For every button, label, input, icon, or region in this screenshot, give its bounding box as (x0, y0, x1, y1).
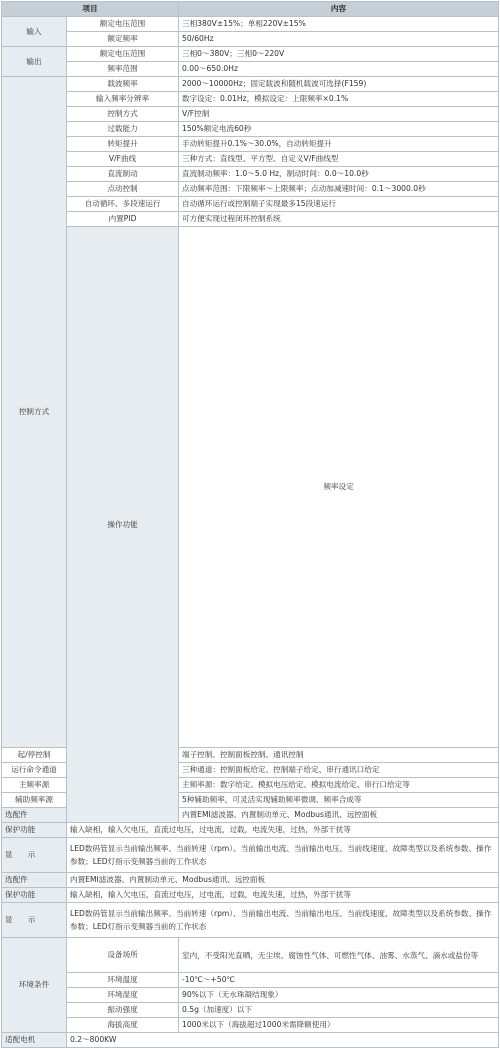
table-row (2, 1003, 499, 1018)
row-value: 0.2～800KW (67, 1033, 499, 1048)
table-row (2, 152, 499, 167)
row-label: 控制方式 (67, 107, 179, 122)
table-row (2, 182, 499, 197)
category-display: 显 示 (2, 903, 67, 938)
category-motor: 适配电机 (2, 1033, 67, 1048)
table-row (2, 212, 499, 227)
category-protect: 保护功能 (2, 888, 67, 903)
category-protect: 保护功能 (2, 823, 67, 838)
row-value: 内置EMI滤波器、内置制动单元、Modbus通讯、远控面板 (179, 808, 499, 823)
table-row (2, 988, 499, 1003)
row-value: 输入缺相，输入欠电压，直流过电压，过电流，过载，电流失速，过热，外部干扰等 (67, 888, 499, 903)
row-value: 可方便实现过程闭环控制系统 (179, 212, 499, 227)
row-value: 三相0～380V；三相0～220V (179, 47, 499, 62)
row-label: 载波频率 (67, 77, 179, 92)
table-row (2, 1033, 499, 1048)
row-label: 频率范围 (67, 62, 179, 77)
row-label: V/F曲线 (67, 152, 179, 167)
category-control: 控制方式 (2, 77, 67, 748)
table-row (2, 17, 499, 32)
row-value: 三种通道：控制面板给定、控制端子给定、串行通讯口给定 (179, 763, 499, 778)
row-label: 频率设定 (179, 227, 499, 748)
row-value: 150%额定电流60秒 (179, 122, 499, 137)
table-row (2, 32, 499, 47)
row-value: LED数码管显示当前输出频率、当前转速（rpm）、当前输出电流、当前输出电压、当前线速度、故障类型以及系统参数、操作参数；LED灯指示变频器当前的工作状态 (67, 838, 499, 873)
spec-table (1, 1, 499, 1048)
row-label: 辅助频率源 (2, 793, 67, 808)
row-label: 主频率源 (2, 778, 67, 793)
row-label: 环境温度 (67, 973, 179, 988)
row-label: 设备场所 (67, 938, 179, 973)
table-row (2, 107, 499, 122)
row-value: 0.00～650.0Hz (179, 62, 499, 77)
table-row (2, 1018, 499, 1033)
category-operation: 操作功能 (67, 227, 179, 823)
row-value: 输入缺相，输入欠电压，直流过电压，过电流，过载，电流失速，过热，外部干扰等 (67, 823, 499, 838)
row-value: 三相380V±15%；单相220V±15% (179, 17, 499, 32)
row-value: 主频率源：数字给定、模拟电压给定、模拟电流给定、串行口给定等 (179, 778, 499, 793)
category-optional: 选配件 (2, 873, 67, 888)
row-value: 直流制动频率：1.0～5.0 Hz，制动时间：0.0～10.0秒 (179, 167, 499, 182)
table-row (2, 227, 499, 748)
row-label: 振动强度 (67, 1003, 179, 1018)
row-label: 输入频率分辨率 (67, 92, 179, 107)
table-row (2, 122, 499, 137)
category-optional: 选配件 (2, 808, 67, 823)
row-label: 额定电压范围 (67, 17, 179, 32)
category-output: 输出 (2, 47, 67, 77)
table-row (2, 137, 499, 152)
row-value: 端子控制、控制面板控制、通讯控制 (179, 748, 499, 763)
table-row (2, 873, 499, 888)
table-row (2, 903, 499, 938)
row-label: 自动循环、多段速运行 (67, 197, 179, 212)
row-value: 内置EMI滤波器、内置制动单元、Modbus通讯、远控面板 (67, 873, 499, 888)
row-value: 自动循环运行或控制端子实现最多15段速运行 (179, 197, 499, 212)
row-label: 点动控制 (67, 182, 179, 197)
category-env: 环境条件 (2, 938, 67, 1033)
header-item: 项目 (2, 2, 179, 17)
table-row (2, 167, 499, 182)
category-display: 显 示 (2, 838, 67, 873)
table-row (2, 62, 499, 77)
row-label: 转矩提升 (67, 137, 179, 152)
row-label: 海拔高度 (67, 1018, 179, 1033)
header-content: 内容 (179, 2, 499, 17)
row-value: -10℃～+50℃ (179, 973, 499, 988)
table-row (2, 47, 499, 62)
row-label: 起/停控制 (2, 748, 67, 763)
row-label: 直流制动 (67, 167, 179, 182)
row-label: 内置PID (67, 212, 179, 227)
row-value: 三种方式：直线型、平方型、自定义V/F曲线型 (179, 152, 499, 167)
row-label: 过载能力 (67, 122, 179, 137)
table-row (2, 838, 499, 873)
row-value: 数字设定：0.01Hz，模拟设定：上限频率×0.1% (179, 92, 499, 107)
row-value: 5种辅助频率，可灵活实现辅助频率微调、频率合成等 (179, 793, 499, 808)
table-row (2, 888, 499, 903)
row-value: V/F控制 (179, 107, 499, 122)
row-label: 运行命令通道 (2, 763, 67, 778)
row-label: 额定电压范围 (67, 47, 179, 62)
row-value: LED数码管显示当前输出频率、当前转速（rpm）、当前输出电流、当前输出电压、当前线速度、故障类型以及系统参数、操作参数；LED灯指示变频器当前的工作状态 (67, 903, 499, 938)
table-header-row (2, 2, 499, 17)
row-value: 点动频率范围：下限频率～上限频率；点动加减速时间：0.1～3000.0秒 (179, 182, 499, 197)
row-value: 手动转矩提升0.1%～30.0%，自动转矩提升 (179, 137, 499, 152)
row-label: 额定频率 (67, 32, 179, 47)
row-value: 0.5g（加速度）以下 (179, 1003, 499, 1018)
table-row (2, 938, 499, 973)
table-row (2, 77, 499, 92)
category-input: 输入 (2, 17, 67, 47)
table-row (2, 197, 499, 212)
table-row (2, 823, 499, 838)
row-value: 2000～10000Hz；固定载波和随机载波可选择(F159) (179, 77, 499, 92)
row-value: 50/60Hz (179, 32, 499, 47)
row-label: 环境湿度 (67, 988, 179, 1003)
table-row (2, 973, 499, 988)
row-value: 90%以下（无水珠凝结现象） (179, 988, 499, 1003)
row-value: 1000米以下（海拔超过1000米需降额使用） (179, 1018, 499, 1033)
row-value: 室内，不受阳光直晒，无尘埃、腐蚀性气体、可燃性气体、油雾、水蒸气、滴水或盐份等 (179, 938, 499, 973)
table-row (2, 92, 499, 107)
